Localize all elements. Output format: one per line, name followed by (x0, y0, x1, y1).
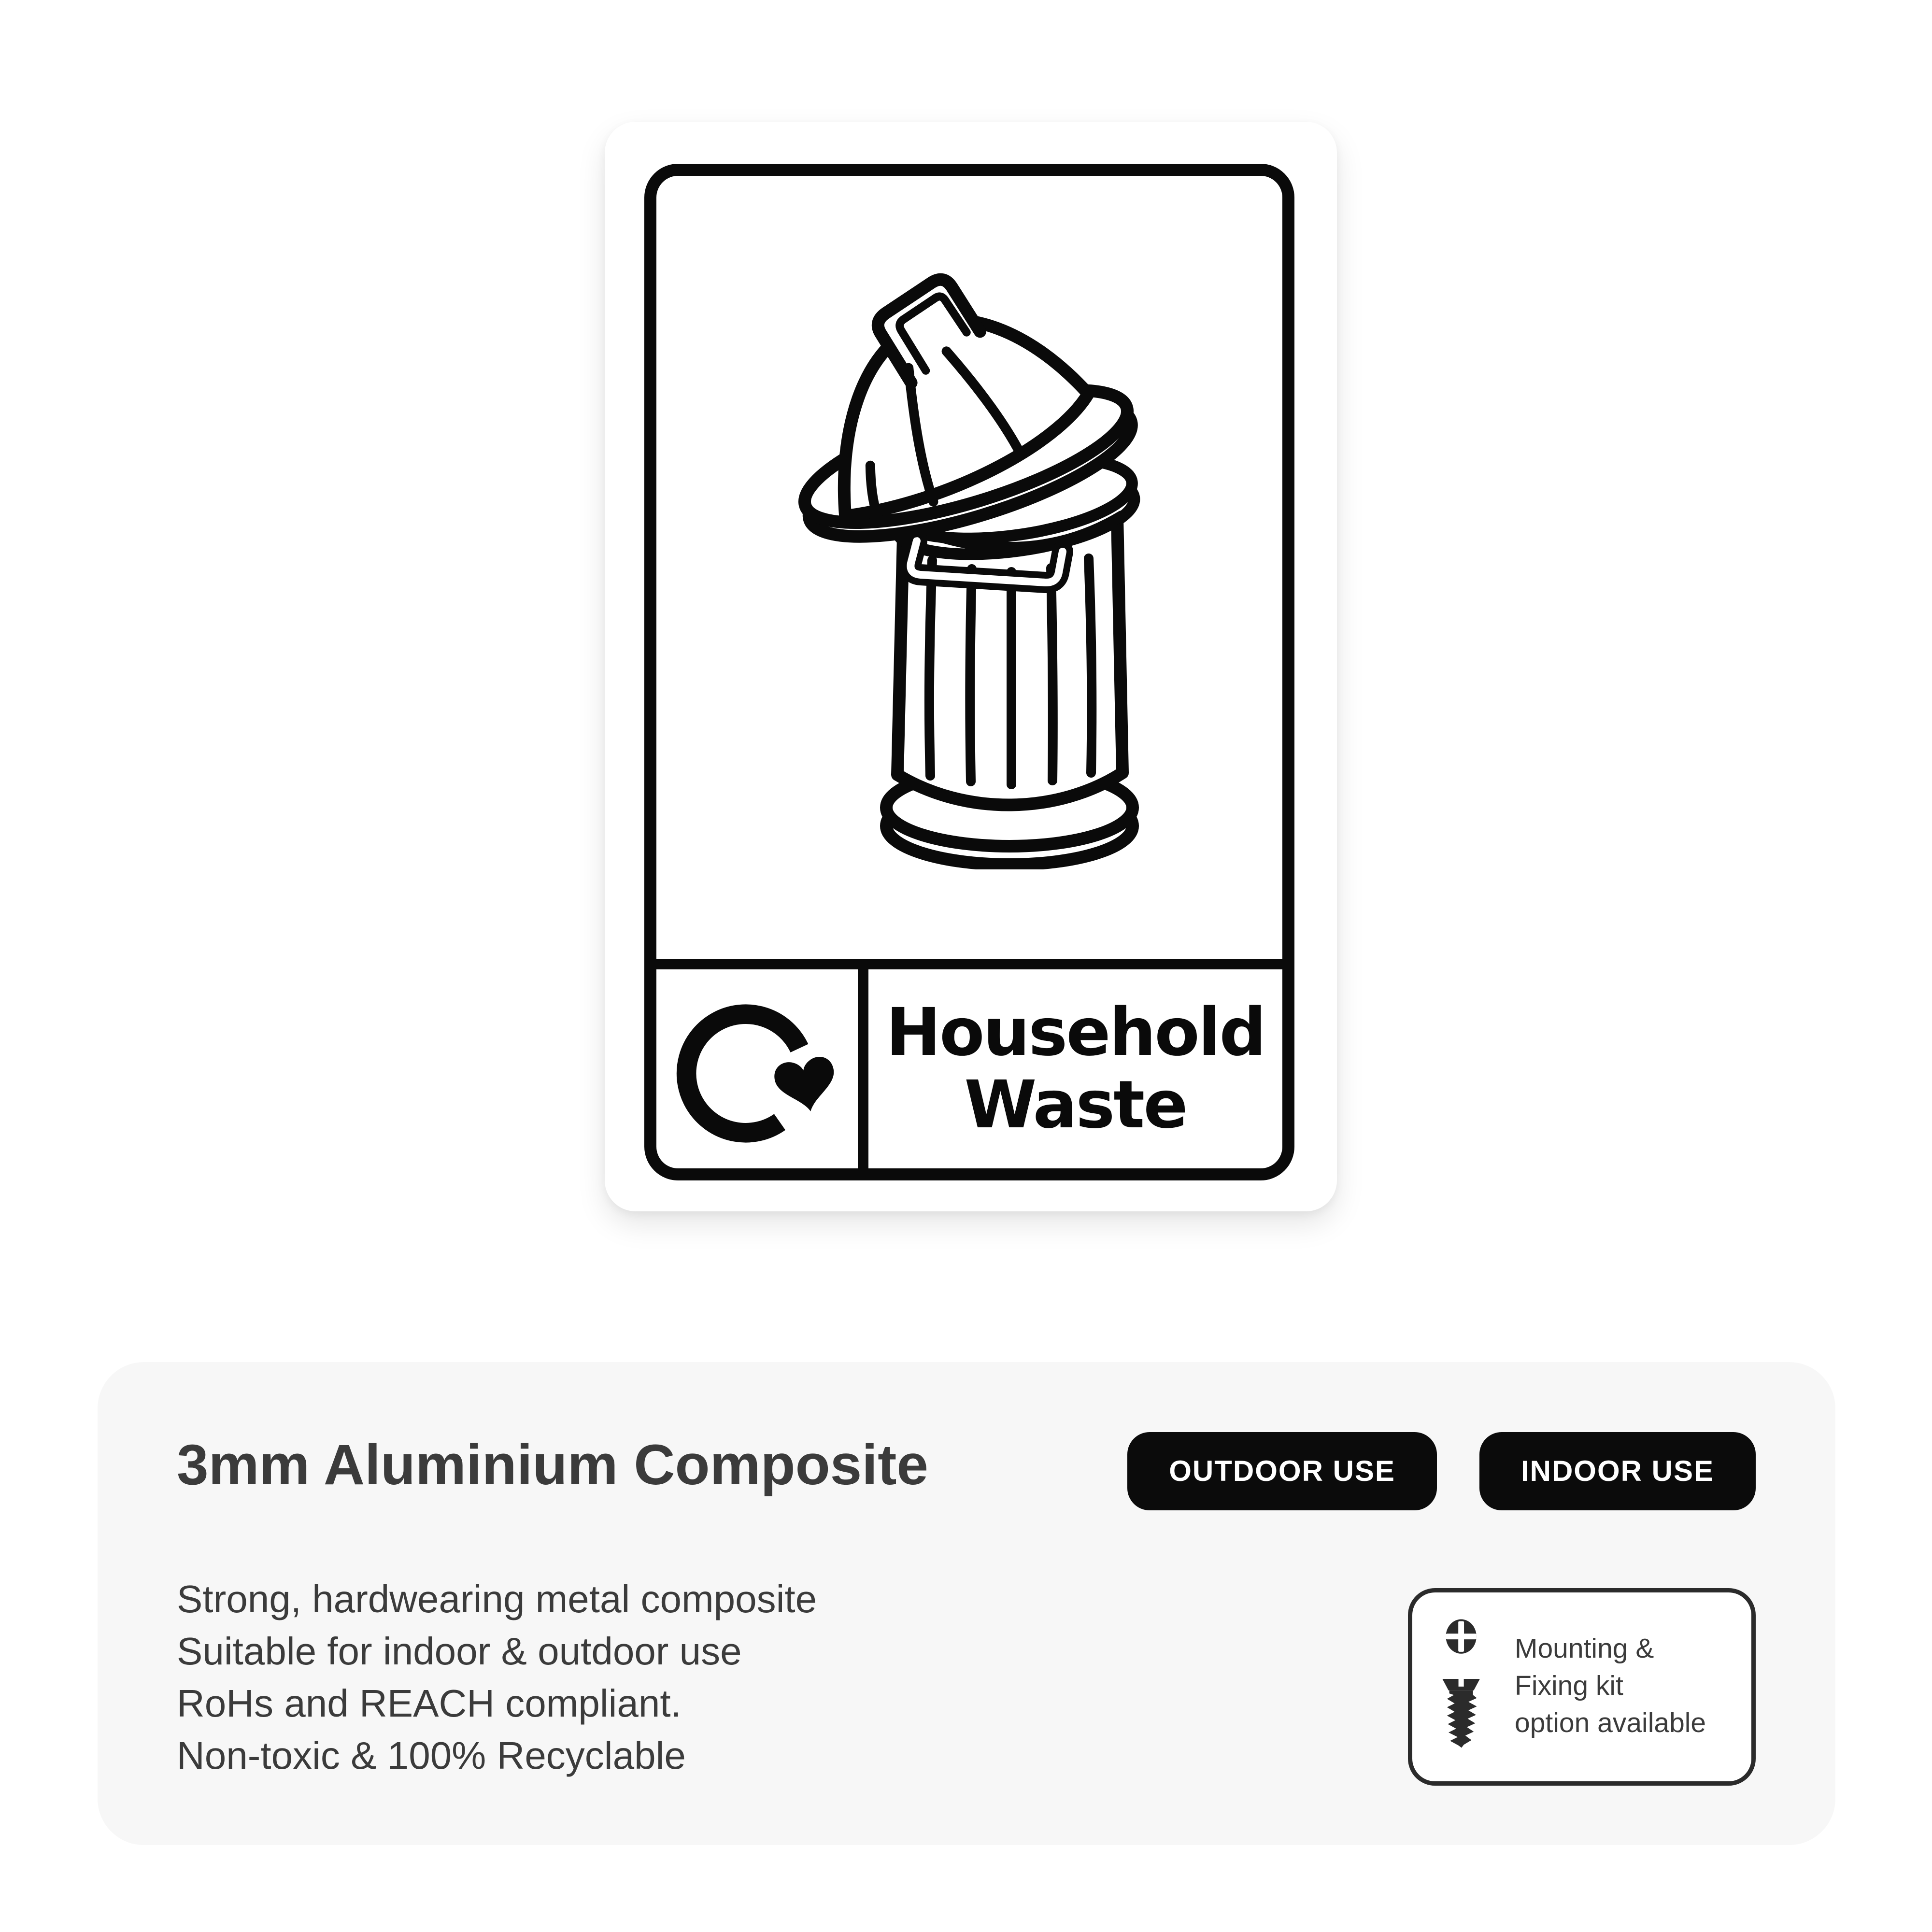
mounting-kit-box (1408, 1588, 1756, 1786)
recycle-heart-icon (673, 993, 841, 1152)
strip-divider (858, 969, 868, 1168)
sign-title-line-1: Household (886, 994, 1265, 1071)
feature-list (177, 1573, 817, 1782)
indoor-use-badge[interactable]: INDOOR USE (1479, 1432, 1756, 1510)
mounting-kit-line: Fixing kit (1515, 1670, 1623, 1701)
panel-title: 3mm Aluminium Composite (177, 1433, 929, 1497)
sign-title-line-2: Waste (964, 1067, 1187, 1143)
feature-line: Suitable for indoor & outdoor use (177, 1630, 742, 1673)
recycle-logo-cell (656, 969, 858, 1168)
product-info-panel (98, 1362, 1835, 1845)
sign-label-strip (656, 959, 1282, 1168)
mounting-kit-line: option available (1515, 1707, 1706, 1738)
outdoor-use-badge[interactable]: OUTDOOR USE (1127, 1432, 1437, 1510)
feature-line: Strong, hardwearing metal composite (177, 1577, 817, 1620)
usage-badges (1127, 1432, 1756, 1510)
mounting-kit-text (1515, 1630, 1706, 1742)
screw-icon (1439, 1616, 1485, 1753)
sign-title-cell (868, 969, 1282, 1168)
feature-line: Non-toxic & 100% Recyclable (177, 1734, 686, 1777)
sign-frame (644, 164, 1294, 1180)
dustbin-icon (787, 270, 1145, 869)
feature-line: RoHs and REACH compliant. (177, 1682, 682, 1725)
mounting-kit-line: Mounting & (1515, 1633, 1654, 1664)
sign-card (605, 122, 1337, 1211)
